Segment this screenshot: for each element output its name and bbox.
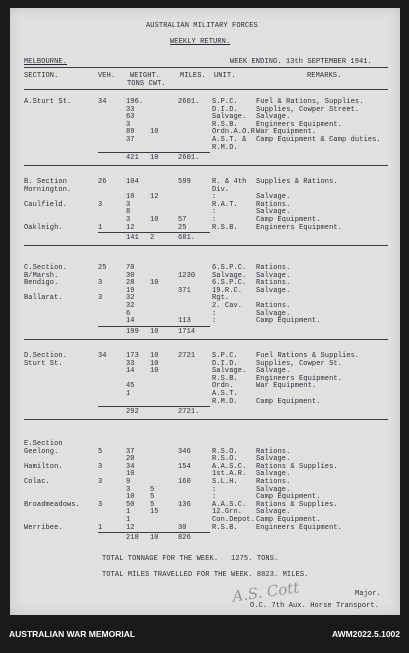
subtotal-tons: 199 [126,327,139,336]
row-section: Colac. [24,478,50,486]
row-unit: S.P.C. [212,98,238,106]
row-tons: 20 [126,455,135,464]
row-tons: 10 [126,470,135,479]
row-unit: 12.Grn. [212,508,243,517]
columns-rule [24,89,388,90]
row-cwt: 10 [150,359,159,368]
row-veh: 3 [98,200,103,209]
row-cwt: 10 [150,352,159,360]
row-unit: : [212,493,217,502]
row-remarks: Salvage. [256,485,291,494]
row-unit: Salvage. [212,367,247,376]
row-miles: 30 [178,523,187,532]
row-remarks: Salvage. [256,309,291,318]
row-tons: 8 [126,208,131,217]
row-tons: 28 [126,279,135,288]
total-tonnage: TOTAL TONNAGE FOR THE WEEK. 1275. TONS. [102,555,279,563]
row-tons: 63 [126,113,135,122]
col-section: SECTION. [24,72,59,80]
document-org: AUSTRALIAN MILITARY FORCES [146,22,258,30]
row-miles: 1230 [178,271,196,280]
row-tons: 3 [126,200,131,209]
row-remarks: Fuel & Rations, Supplies. [256,98,364,106]
row-tons: 45 [126,382,135,391]
row-tons: 37 [126,136,135,144]
row-unit: : [212,193,217,202]
row-unit: D.I.D. [212,359,238,368]
subtotal-miles: 2601. [178,154,200,163]
subtotal-tons: 218 [126,534,139,543]
subtotal-cwt: 2 [150,234,155,243]
row-remarks: Salvage. [256,508,291,517]
signature-rank: Major. [355,590,381,598]
row-tons: 173 [126,352,139,360]
row-remarks: Engineers Equipment. [256,523,343,532]
row-unit: A.A.S.C. [212,462,247,471]
row-tons: 33 [126,105,135,114]
row-cwt: 5 [150,493,155,502]
row-miles: 599 [178,178,191,186]
row-remarks: Salvage. [256,193,291,202]
row-section: Mornington. [24,185,72,194]
subtotal-cwt: 10 [150,327,159,336]
subtotal-rule [98,326,210,327]
row-cwt: 10 [150,128,159,137]
row-remarks: Supplies, Cowper St. [256,359,343,368]
row-tons: 37 [126,447,135,456]
row-remarks: Camp Equipment. [256,516,321,524]
row-veh: 3 [98,462,103,471]
row-unit: A.S.T. & [212,136,247,144]
row-unit: S.P.C. [212,352,238,360]
row-veh: 1 [98,523,103,532]
row-veh: 25 [98,264,107,272]
row-tons: 10 [126,493,135,502]
row-unit: R. & 4th [212,178,247,186]
col-unit: UNIT. [214,72,236,80]
row-section: Caulfield. [24,200,68,209]
row-section: E.Section [24,440,63,448]
row-miles: 2601. [178,98,200,106]
row-tons: 104 [126,178,139,186]
row-remarks: Supplies & Rations. [256,178,338,186]
subtotal-miles: 681. [178,234,196,243]
row-unit: R.M.D. [212,397,238,406]
row-section: D.Section. [24,352,68,360]
row-unit: 6.S.P.C. [212,264,247,272]
row-remarks: Salvage. [256,208,291,217]
row-unit: S.L.H. [212,478,238,486]
row-unit: Ordn.A.O.R. [212,128,260,137]
col-miles: MILES. [180,72,206,80]
row-tons: 12 [126,523,135,532]
row-cwt: 10 [150,367,159,376]
row-cwt: 12 [150,193,159,202]
row-veh: 5 [98,447,103,456]
row-unit: : [212,317,217,326]
row-cwt: 15 [150,508,159,517]
row-unit: R.S.B. [212,523,238,532]
row-section: Oakleigh. [24,223,63,232]
row-unit: Rgt. [212,294,230,303]
row-tons: 10 [126,193,135,202]
row-cwt: 5 [150,500,155,509]
row-veh: 26 [98,178,107,186]
row-remarks: Rations. [256,264,291,272]
row-section: Hamilton. [24,462,63,471]
row-remarks: Salvage. [256,271,291,280]
section-rule [24,339,388,340]
section-rule [24,245,388,246]
row-tons: 32 [126,302,135,310]
row-unit: Salvage. [212,113,247,122]
row-veh: 34 [98,352,107,360]
row-tons: 33 [126,359,135,368]
row-unit: : [212,309,217,318]
row-section: B/Marsh. [24,271,59,280]
row-tons: 3 [126,485,131,494]
row-unit: 2. Cav. [212,302,243,310]
row-unit: R.S.B. [212,120,238,129]
row-tons: 1 [126,516,131,524]
row-tons: 1 [126,508,131,517]
row-remarks: War Equipment. [256,382,317,391]
row-section: B. Section [24,178,68,186]
row-unit: R.A.T. [212,200,238,209]
row-remarks: Salvage. [256,113,291,122]
row-cwt: 5 [150,485,155,494]
subtotal-miles: 2721. [178,408,200,417]
row-miles: 371 [178,286,191,295]
document-title: WEEKLY RETURN. [170,38,231,46]
row-section: Sturt St. [24,359,63,368]
row-remarks: Engineers Equipment. [256,374,343,383]
row-unit: Con.Depot. [212,516,256,524]
signature-scrawl: A.S. Cott [231,578,301,606]
row-unit: Salvage. [212,271,247,280]
row-miles: 2721 [178,352,196,360]
col-remarks: REMARKS. [307,72,342,80]
row-tons: 14 [126,367,135,376]
row-tons: 50 [126,500,135,509]
row-remarks: Engineers Equipment. [256,120,343,129]
row-unit: 1st.A.R. [212,470,247,479]
row-tons: 34 [126,462,135,471]
row-section: Bendigo. [24,279,59,288]
row-tons: 30 [126,271,135,280]
row-section: A.Sturt St. [24,98,72,106]
footer-institution: AUSTRALIAN WAR MEMORIAL [9,629,136,639]
row-unit: R.M.D. [212,143,238,152]
row-remarks: Rations. [256,478,291,486]
row-tons: 6 [126,309,131,318]
row-section: Werribee. [24,523,63,532]
row-remarks: Camp Equipment. [256,216,321,224]
header-rule [24,67,388,68]
row-veh: 3 [98,478,103,486]
row-tons: 9 [126,478,131,486]
row-remarks: Engineers Equipment. [256,223,343,232]
row-remarks: Salvage. [256,470,291,479]
row-unit: R.S.O. [212,447,238,456]
row-tons: 196. [126,98,144,106]
footer-accession: AWM2022.5.1002 [331,629,400,639]
total-miles: TOTAL MILES TRAVELLED FOR THE WEEK. 8823. MILES. [102,571,309,579]
row-section: C.Section. [24,264,68,272]
row-section: Broadmeadows. [24,500,80,509]
row-unit: : [212,208,217,217]
row-section: Ballarat. [24,294,63,303]
row-remarks: Rations. [256,447,291,456]
row-remarks: Camp Equipment & Camp duties. [256,136,381,144]
row-veh: 34 [98,98,107,106]
row-section: Geelong. [24,447,59,456]
subtotal-tons: 421 [126,154,139,163]
row-tons: 1 [126,390,131,398]
row-remarks: Salvage. [256,286,291,295]
document-sheet [10,8,400,615]
col-tons-cwt: TONS CWT. [127,80,166,88]
row-veh: 3 [98,294,103,303]
row-unit: 19.R.C. [212,286,243,295]
row-remarks: Camp Equipment. [256,397,321,406]
row-unit: D.I.D. [212,105,238,114]
row-remarks: Rations & Supplies. [256,500,338,509]
row-miles: 25 [178,223,187,232]
subtotal-rule [98,532,210,533]
row-tons: 14 [126,317,135,326]
row-remarks: Rations. [256,302,291,310]
row-tons: 12 [126,223,135,232]
row-miles: 57 [178,216,187,224]
section-rule [24,419,388,420]
signature-title: O.C. 7th Aux. Horse Transport. [250,602,380,610]
row-tons: 3 [126,216,131,224]
row-remarks: Fuel Rations & Supplies. [256,352,360,360]
row-tons: 89 [126,128,135,137]
row-unit: A.A.S.C. [212,500,247,509]
row-remarks: Rations & Supplies. [256,462,338,471]
row-cwt: 10 [150,216,159,224]
subtotal-tons: 292 [126,408,139,417]
row-remarks: Camp Equipment. [256,493,321,502]
col-weight: WEIGHT. [130,72,161,80]
subtotal-rule [98,406,210,407]
row-miles: 154 [178,462,191,471]
row-miles: 160 [178,478,191,486]
row-remarks: Salvage. [256,367,291,376]
subtotal-miles: 826 [178,534,191,543]
row-remarks: War Equipment. [256,128,317,137]
subtotal-rule [98,152,210,153]
document-location: MELBOURNE. [24,58,68,66]
row-unit: Ordn. [212,382,234,391]
row-unit: A.S.T. [212,390,238,398]
row-unit: 6.S.P.C. [212,279,247,288]
row-miles: 113 [178,317,191,326]
row-tons: 19 [126,286,135,295]
row-remarks: Camp Equipment. [256,317,321,326]
subtotal-tons: 141 [126,234,139,243]
row-miles: 346 [178,447,191,456]
row-veh: 1 [98,223,103,232]
row-remarks: Supplies, Cowper Street. [256,105,360,114]
week-ending: WEEK ENDING. 13th SEPTEMBER 1941. [230,58,372,66]
row-miles: 136 [178,500,191,509]
row-unit: : [212,485,217,494]
subtotal-rule [98,232,210,233]
row-veh: 3 [98,279,103,288]
row-unit: R.S.B. [212,374,238,383]
row-cwt: 10 [150,279,159,288]
row-unit: R.S.O. [212,455,238,464]
row-tons: 32 [126,294,135,303]
row-unit: Div. [212,185,230,194]
subtotal-miles: 1714 [178,327,196,336]
row-tons: 3 [126,120,131,129]
row-veh: 3 [98,500,103,509]
row-unit: R.S.B. [212,223,238,232]
subtotal-cwt: 10 [150,534,159,543]
row-remarks: Rations. [256,279,291,288]
row-remarks: Rations. [256,200,291,209]
row-remarks: Salvage. [256,455,291,464]
row-tons: 70 [126,264,135,272]
col-veh: VEH. [98,72,116,80]
section-rule [24,165,388,166]
subtotal-cwt: 10 [150,154,159,163]
row-unit: : [212,216,217,224]
